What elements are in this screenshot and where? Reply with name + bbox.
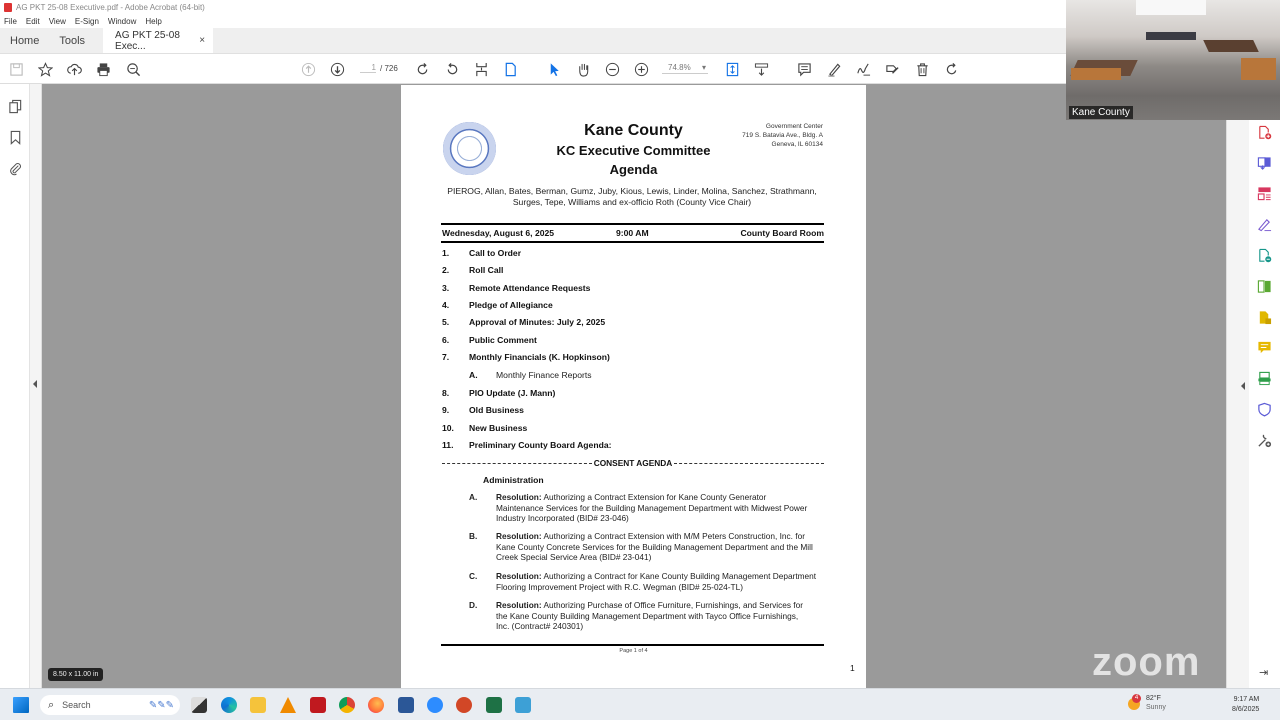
scroll-mode-icon[interactable] (724, 61, 740, 77)
subitem-label: Monthly Finance Reports (496, 370, 592, 380)
comment-icon[interactable] (796, 61, 812, 77)
resolution-letter: D. (469, 600, 478, 610)
menu-edit[interactable]: Edit (25, 17, 40, 26)
attachment-paperclip-icon[interactable] (7, 160, 23, 176)
tools-rail (1249, 120, 1280, 688)
left-navigation-rail (0, 84, 30, 688)
resolution-body (496, 571, 826, 592)
zoom-app-icon[interactable] (427, 697, 443, 713)
video-projector-screen (1136, 0, 1206, 15)
item-number: 4. (442, 300, 450, 310)
file-explorer-icon[interactable] (250, 697, 266, 713)
item-number: 5. (442, 317, 450, 327)
section-heading: Administration (483, 475, 544, 485)
close-tab-icon[interactable]: × (199, 35, 206, 46)
video-desk (1146, 32, 1196, 40)
doc-committee-title: KC Executive Committee (556, 143, 711, 158)
item-label: Public Comment (469, 335, 537, 345)
subitem-letter: A. (469, 370, 478, 380)
item-number: 1. (442, 248, 450, 258)
chevron-down-icon: ▾ (701, 63, 706, 72)
meeting-time: 9:00 AM (616, 228, 649, 238)
protect-shield-icon[interactable] (1257, 402, 1272, 417)
hand-tool-icon[interactable] (575, 61, 591, 77)
resolution-text: Authorizing a Contract Extension for Kane County Generator Maintenance Services for the Building Management Department with Midwest Power Industry Incorporated (BID# 23-046) (496, 492, 808, 523)
resolution-prefix: Resolution: (496, 531, 542, 541)
consent-agenda-label: CONSENT AGENDA (593, 458, 673, 468)
item-label: Roll Call (469, 265, 504, 275)
tab-home[interactable]: Home (10, 34, 40, 47)
expand-right-panel-icon[interactable] (1241, 382, 1245, 390)
save-icon[interactable] (8, 61, 24, 77)
previous-page-icon[interactable] (300, 61, 316, 77)
current-page-input[interactable]: 1 (360, 63, 376, 73)
tab-document-label: AG PKT 25-08 Exec... (115, 29, 180, 52)
measure-tool-icon[interactable] (753, 61, 769, 77)
comment-tool-icon[interactable] (1257, 340, 1272, 355)
menu-view[interactable]: View (48, 17, 66, 26)
menu-bar (0, 15, 1066, 28)
upload-cloud-icon[interactable] (66, 61, 82, 77)
resolution-body (496, 492, 816, 524)
export-pdf-icon[interactable] (1257, 248, 1272, 263)
create-pdf-icon[interactable] (1257, 125, 1272, 140)
clock-date: 8/6/2025 (1232, 706, 1260, 713)
consent-agenda-divider (442, 458, 824, 468)
resolution-letter: B. (469, 531, 478, 541)
expand-left-panel-icon[interactable] (33, 380, 37, 388)
committee-members: PIEROG, Allan, Bates, Berman, Gumz, Juby, Kious, Lewis, Linder, Molina, Sanchez, Strathmann, Surges, Tepe, Williams and ex-officio Roth (County Vice Chair) (447, 186, 817, 207)
item-number: 6. (442, 335, 450, 345)
item-label: Pledge of Allegiance (469, 300, 553, 310)
powerpoint-app-icon[interactable] (456, 697, 472, 713)
tab-document[interactable] (103, 28, 213, 53)
item-label: Monthly Financials (K. Hopkinson) (469, 352, 610, 362)
toolbar (0, 54, 1066, 84)
windows-start-icon[interactable] (13, 697, 29, 713)
page-footer: Page 1 of 4 (619, 648, 648, 654)
right-panel-collapse-strip[interactable] (1226, 120, 1249, 688)
weather-condition: Sunny (1146, 704, 1166, 711)
print-icon[interactable] (95, 61, 111, 77)
vlc-player-icon[interactable] (280, 697, 296, 713)
select-cursor-icon[interactable] (546, 61, 562, 77)
item-number: 11. (442, 440, 454, 450)
doc-address (711, 122, 823, 149)
compress-pdf-icon[interactable] (1257, 310, 1272, 325)
tab-bar (0, 28, 1066, 54)
address-line: Geneva, IL 60134 (771, 141, 823, 148)
dash-line (674, 463, 824, 464)
combine-files-icon[interactable] (1257, 156, 1272, 171)
bookmark-icon[interactable] (7, 129, 23, 145)
search-icon: ⌕ (48, 698, 55, 711)
redo-icon[interactable] (943, 61, 959, 77)
task-view-icon[interactable] (191, 697, 207, 713)
menu-file[interactable]: File (4, 17, 17, 26)
windows-taskbar (0, 688, 1280, 720)
divider (441, 241, 824, 243)
scan-ocr-icon[interactable] (1257, 371, 1272, 386)
star-icon[interactable] (37, 61, 53, 77)
item-number: 3. (442, 283, 450, 293)
resolution-text: Authorizing Purchase of Office Furniture, Furnishings, and Services for the Kane County Building Management Department with Tayco Office Furnishings, Inc. (Contract# 240301) (496, 600, 803, 631)
weather-widget[interactable] (1128, 694, 1166, 712)
resolution-prefix: Resolution: (496, 600, 542, 610)
left-panel-collapse-strip[interactable] (30, 84, 42, 688)
resolution-body (496, 600, 808, 632)
item-number: 10. (442, 423, 454, 433)
zoom-level-value: 74.8% (668, 63, 691, 72)
divider (441, 644, 824, 646)
item-number: 2. (442, 265, 450, 275)
zoom-watermark-logo: zoom (1092, 640, 1201, 684)
video-desk (1241, 58, 1276, 80)
page-size-indicator: 8.50 x 11.00 in (48, 668, 103, 681)
item-label: Approval of Minutes: July 2, 2025 (469, 317, 606, 327)
fit-page-icon[interactable] (473, 61, 489, 77)
window-title: AG PKT 25-08 Executive.pdf - Adobe Acrobat (64-bit) (16, 3, 205, 12)
divider (441, 223, 824, 225)
menu-esign[interactable]: E-Sign (74, 17, 99, 26)
resolution-prefix: Resolution: (496, 571, 542, 581)
notepad-app-icon[interactable] (515, 697, 531, 713)
organize-pages-icon[interactable] (1257, 186, 1272, 201)
clock-time: 9:17 AM (1233, 696, 1260, 703)
single-page-view-icon[interactable] (502, 61, 518, 77)
page-navigator (360, 63, 398, 73)
acrobat-app-icon (4, 3, 12, 12)
zoom-search-icon[interactable] (125, 61, 141, 77)
video-desk (1071, 68, 1121, 80)
excel-app-icon[interactable] (486, 697, 502, 713)
weather-temp: 82°F (1146, 695, 1161, 702)
menu-help[interactable]: Help (145, 17, 162, 26)
address-line: Government Center (765, 123, 823, 130)
resolution-letter: C. (469, 571, 478, 581)
zoom-in-icon[interactable] (633, 61, 649, 77)
item-number: 9. (442, 405, 450, 415)
item-label: Call to Order (469, 248, 522, 258)
participant-name-label: Kane County (1069, 106, 1133, 119)
resolution-text: Authorizing a Contract Extension with M/M Peters Construction, Inc. for Kane County Concrete Services for the Building Management Department and the Mill Creek Special Service Area (BID# 23-041) (496, 531, 813, 562)
more-tools-icon[interactable] (1257, 433, 1272, 448)
item-label: Preliminary County Board Agenda: (469, 440, 612, 450)
address-line: 719 S. Batavia Ave., Bldg. A (742, 132, 823, 139)
item-label: Remote Attendance Requests (469, 283, 591, 293)
pdf-page (401, 85, 866, 688)
firefox-browser-icon[interactable] (368, 697, 384, 713)
chrome-browser-icon[interactable] (339, 697, 355, 713)
window-titlebar (0, 0, 1066, 15)
doc-type-title: Agenda (609, 162, 658, 177)
fill-sign-icon[interactable] (884, 61, 900, 77)
video-desk (1203, 40, 1259, 52)
resolution-text: Authorizing a Contract for Kane County Building Management Department Flooring Improvement Project with R.C. Wegman (BID# 25-024-TL) (496, 571, 817, 592)
next-page-icon[interactable] (329, 61, 345, 77)
item-number: 8. (442, 388, 450, 398)
resolution-letter: A. (469, 492, 478, 502)
weather-alert-badge: 4 (1132, 694, 1141, 703)
edge-browser-icon[interactable] (221, 697, 237, 713)
dash-line (442, 463, 592, 464)
delete-trash-icon[interactable] (914, 61, 930, 77)
collapse-panel-icon[interactable]: ⇥ (1259, 667, 1269, 679)
item-label: New Business (469, 423, 528, 433)
highlight-pen-icon[interactable] (826, 61, 842, 77)
item-number: 7. (442, 352, 450, 362)
rotate-counterclockwise-icon[interactable] (444, 61, 460, 77)
resolution-prefix: Resolution: (496, 492, 542, 502)
zoom-out-icon[interactable] (604, 61, 620, 77)
tab-tools[interactable]: Tools (59, 34, 86, 47)
page-number: 1 (850, 663, 855, 673)
item-label: Old Business (469, 405, 524, 415)
acrobat-taskbar-icon[interactable] (310, 697, 326, 713)
edit-pdf-icon[interactable] (1257, 217, 1272, 232)
zoom-participant-video[interactable] (1066, 0, 1280, 120)
search-highlight-icon: ✎✎✎ (148, 699, 174, 711)
meeting-date: Wednesday, August 6, 2025 (442, 228, 555, 238)
search-placeholder: Search (62, 700, 91, 710)
compare-files-icon[interactable] (1257, 279, 1272, 294)
rotate-clockwise-icon[interactable] (414, 61, 430, 77)
word-app-icon[interactable] (398, 697, 414, 713)
meeting-location: County Board Room (740, 228, 824, 238)
zoom-level-dropdown[interactable] (662, 63, 708, 74)
sign-icon[interactable] (855, 61, 871, 77)
total-pages: / 726 (380, 63, 398, 73)
resolution-body (496, 531, 816, 563)
menu-window[interactable]: Window (107, 17, 137, 26)
taskbar-search-box[interactable] (40, 695, 180, 715)
page-thumbnails-icon[interactable] (7, 98, 23, 114)
system-clock[interactable] (1232, 695, 1259, 715)
item-label: PIO Update (J. Mann) (469, 388, 556, 398)
doc-org-title: Kane County (584, 122, 683, 139)
